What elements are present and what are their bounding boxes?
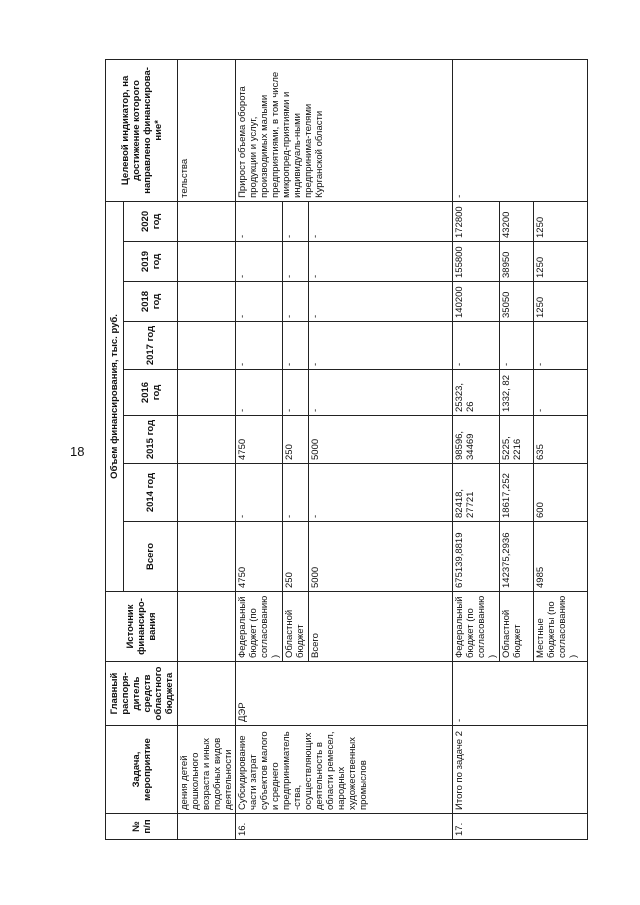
header-2017: 2017 год [124, 322, 178, 370]
cell-2015: 635 [534, 416, 588, 464]
cell-num: 16. [236, 814, 453, 840]
page-number: 18 [70, 444, 85, 459]
cell-2020 [178, 201, 236, 241]
cell-2020: - [236, 201, 283, 241]
cell-2014: - [236, 464, 283, 522]
cell-source: Местные бюджеты (по согласованию) [534, 592, 588, 662]
cell-task: Итого по задаче 2 [453, 726, 588, 814]
cell-source: Федеральный бюджет (по согласованию) [453, 592, 500, 662]
cell-total: 250 [283, 522, 309, 592]
cell-2018 [178, 282, 236, 322]
cell-2019: 38950 [500, 242, 534, 282]
rotated-page [105, 60, 579, 840]
cell-2017 [178, 322, 236, 370]
cell-2020: 172800 [453, 201, 500, 241]
cell-total: 675139,8819 [453, 522, 500, 592]
cell-2018: 1250 [534, 282, 588, 322]
cell-2014: - [309, 464, 453, 522]
cell-2018: 140200 [453, 282, 500, 322]
cell-2015: 98596, 34469 [453, 416, 500, 464]
cell-source: Всего [309, 592, 453, 662]
cell-2017: - [309, 322, 453, 370]
cell-2019 [178, 242, 236, 282]
cell-2017: - [236, 322, 283, 370]
cell-2015: 4750 [236, 416, 283, 464]
cell-2018: - [309, 282, 453, 322]
cell-2018: - [283, 282, 309, 322]
cell-2017: - [283, 322, 309, 370]
header-manager: Главный распоря-дитель средств областного бюджета [106, 662, 178, 726]
cell-2019: - [309, 242, 453, 282]
cell-indicator: Прирост объема оборота продукции и услуг, производимых малыми предприятиями, в том числе микропред-приятиями и индивидуаль-ными предпринима-телями Курганской области [236, 59, 453, 201]
cell-2015: 250 [283, 416, 309, 464]
header-2015: 2015 год [124, 416, 178, 464]
header-funding: Объем финансирования, тыс. руб. [106, 201, 124, 591]
cell-total [178, 522, 236, 592]
header-indicator: Целевой индикатор, на достижение которого направлено финансирова-ние* [106, 59, 178, 201]
cell-source: Федеральный бюджет (по согласованию) [236, 592, 283, 662]
cell-manager: ДЭР [236, 662, 453, 726]
header-2018: 2018 год [124, 282, 178, 322]
header-2014: 2014 год [124, 464, 178, 522]
table-row [453, 59, 500, 839]
cell-2020: 43200 [500, 201, 534, 241]
cell-2020: 1250 [534, 201, 588, 241]
cell-2018: 35050 [500, 282, 534, 322]
cell-num: 17. [453, 814, 588, 840]
cell-2016: - [283, 370, 309, 416]
cell-task: дения детей дошкольного возраста и иных подобных видов деятельности [178, 726, 236, 814]
cell-total: 142375,2936 [500, 522, 534, 592]
cell-2019: - [283, 242, 309, 282]
table-row [236, 59, 283, 839]
cell-2019: 155800 [453, 242, 500, 282]
cell-task: Субсидирование части затрат субъектов малого и среднего предприниматель-ства, осуществляющих деятельность в области ремесел, народных художественных промыслов [236, 726, 453, 814]
cell-2016: 1332, 82 [500, 370, 534, 416]
cell-2016 [178, 370, 236, 416]
cell-2016: - [534, 370, 588, 416]
header-2016: 2016 год [124, 370, 178, 416]
header-task: Задача, мероприятие [106, 726, 178, 814]
cell-total: 4985 [534, 522, 588, 592]
cell-indicator: - [453, 59, 588, 201]
cell-2014: 18617,252 [500, 464, 534, 522]
funding-table [105, 59, 588, 840]
cell-2014: 600 [534, 464, 588, 522]
table-row [178, 59, 236, 839]
header-2019: 2019 год [124, 242, 178, 282]
cell-2020: - [283, 201, 309, 241]
cell-manager: - [453, 662, 588, 726]
cell-2016: - [309, 370, 453, 416]
cell-source [178, 592, 236, 662]
cell-2016: 25323, 26 [453, 370, 500, 416]
cell-2014 [178, 464, 236, 522]
cell-2017: - [453, 322, 500, 370]
cell-2015 [178, 416, 236, 464]
header-total: Всего [124, 522, 178, 592]
cell-2020: - [309, 201, 453, 241]
cell-manager [178, 662, 236, 726]
header-2020: 2020 год [124, 201, 178, 241]
header-num: № п/п [106, 814, 178, 840]
cell-total: 5000 [309, 522, 453, 592]
cell-source: Областной бюджет [500, 592, 534, 662]
cell-2019: - [236, 242, 283, 282]
cell-source: Областной бюджет [283, 592, 309, 662]
cell-num [178, 814, 236, 840]
cell-2014: - [283, 464, 309, 522]
header-source: Источник финансиро-вания [106, 592, 178, 662]
cell-indicator: тельства [178, 59, 236, 201]
cell-2015: 5000 [309, 416, 453, 464]
cell-2017: - [500, 322, 534, 370]
cell-total: 4750 [236, 522, 283, 592]
cell-2019: 1250 [534, 242, 588, 282]
cell-2018: - [236, 282, 283, 322]
cell-2014: 82418, 27721 [453, 464, 500, 522]
cell-2015: 5225, 2216 [500, 416, 534, 464]
cell-2016: - [236, 370, 283, 416]
cell-2017: - [534, 322, 588, 370]
